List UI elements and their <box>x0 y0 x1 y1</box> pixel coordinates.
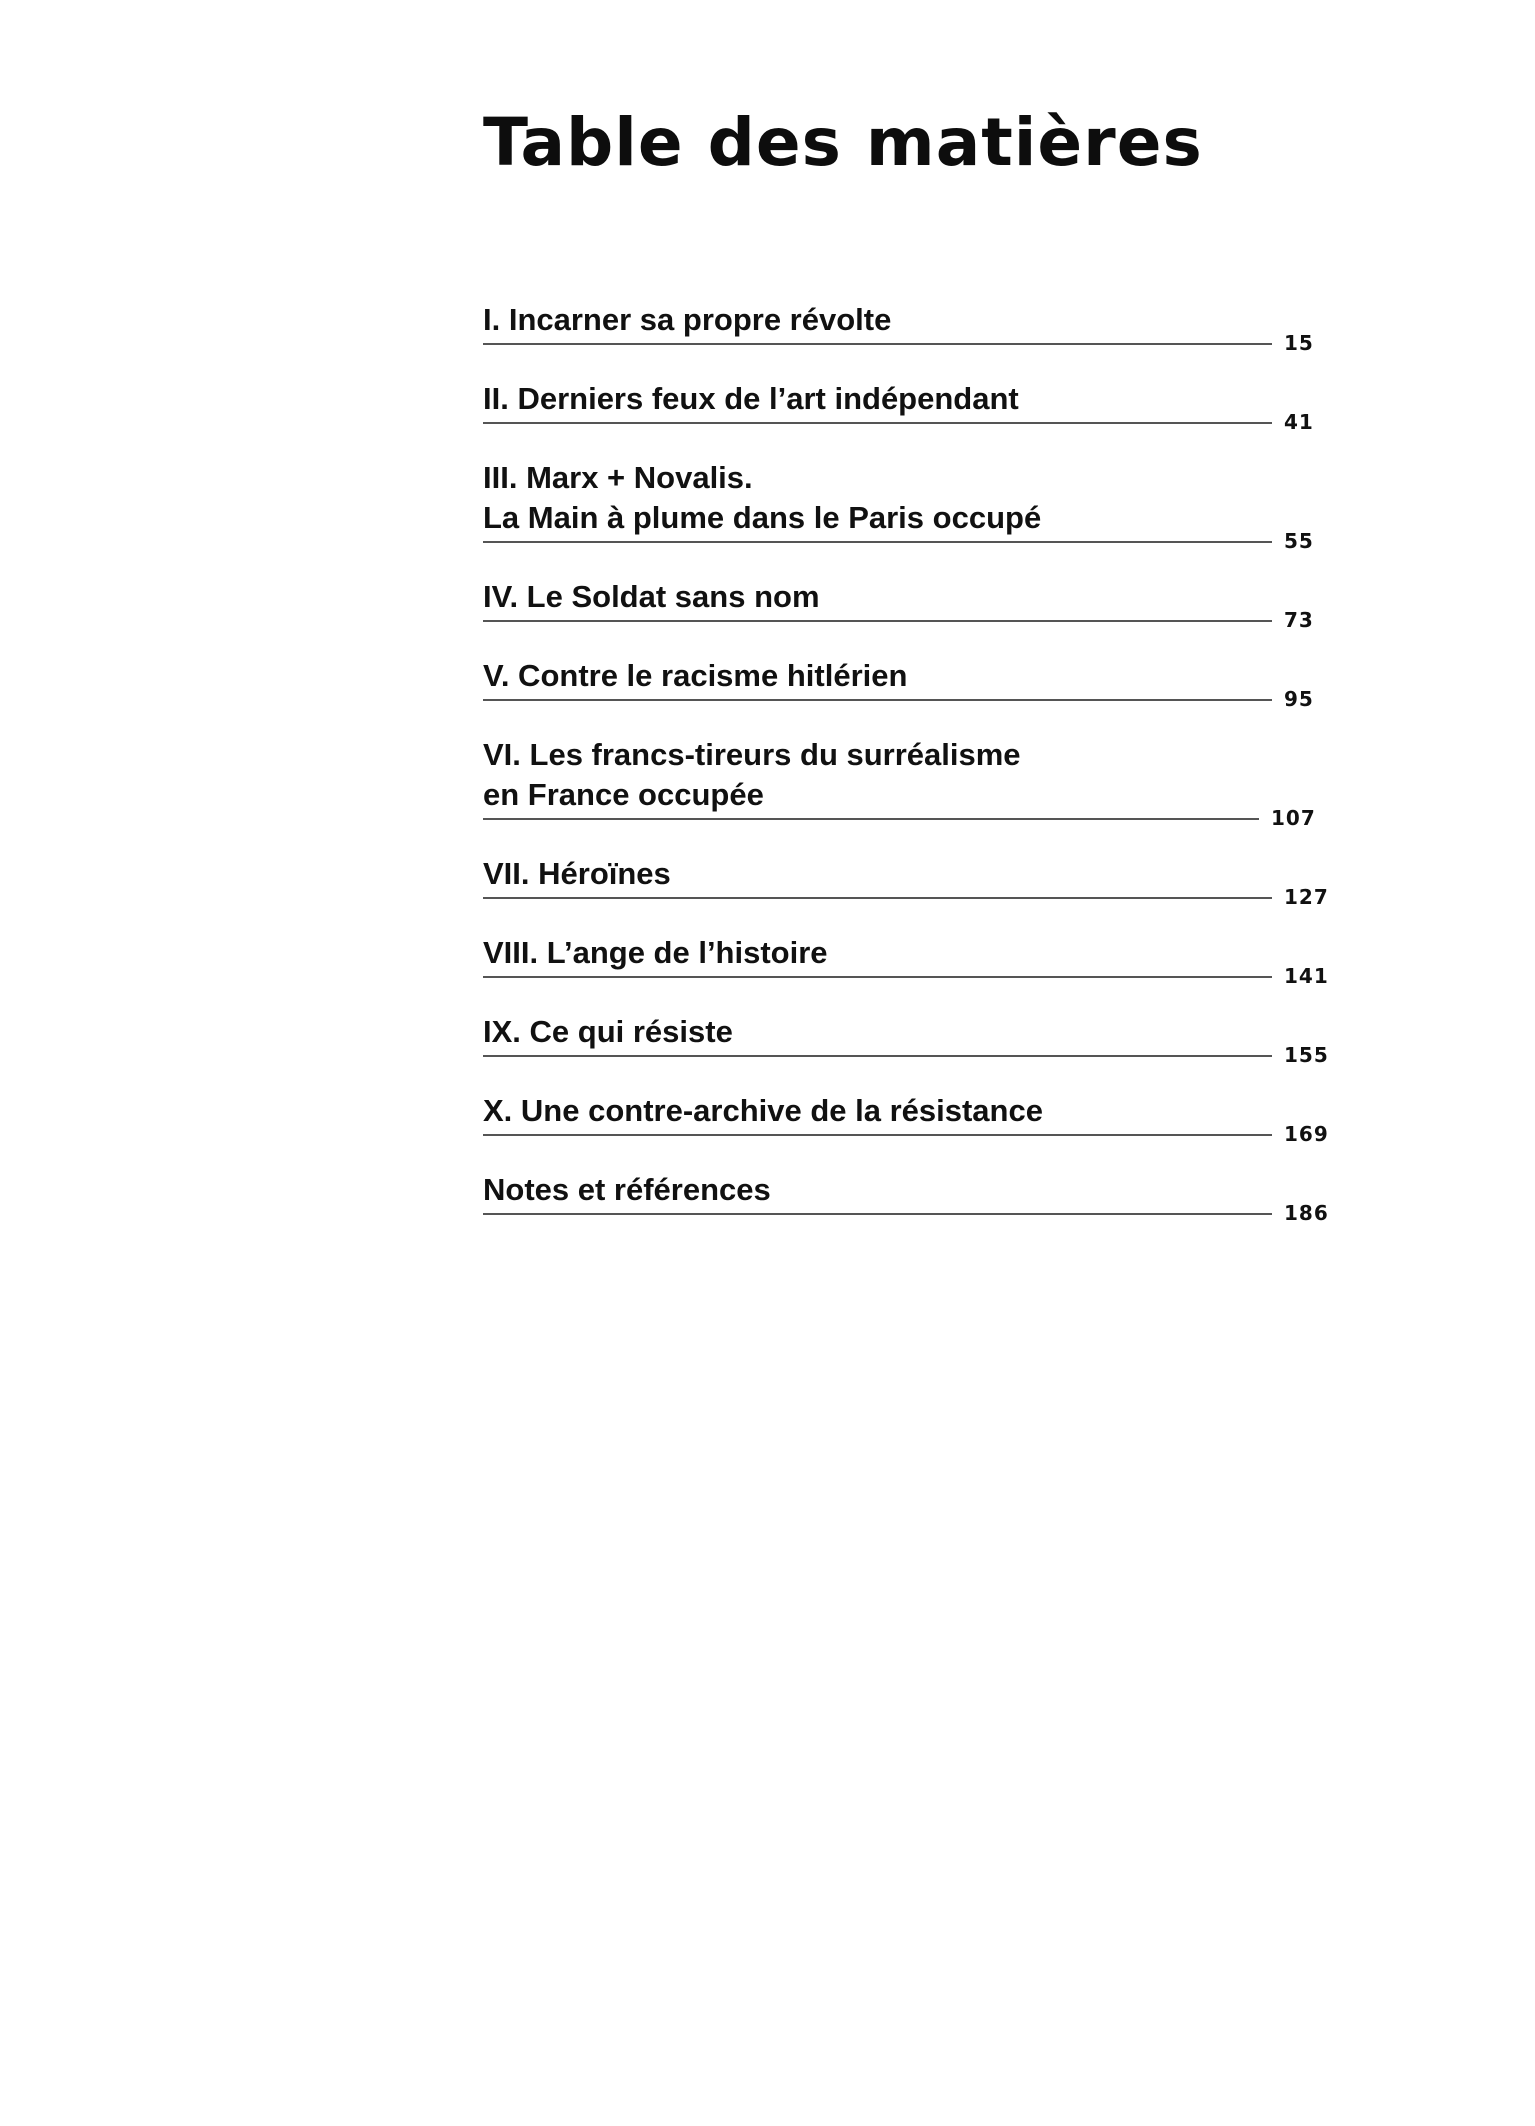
toc-entry-8[interactable] <box>483 933 1329 988</box>
toc-entry-title: V. Contre le racisme hitlérien <box>483 658 908 693</box>
toc-entry-10[interactable] <box>483 1091 1329 1146</box>
toc-entry-title: III. Marx + Novalis. <box>483 460 753 495</box>
toc-page-number: 186 <box>1284 1201 1329 1225</box>
toc-page-number: 15 <box>1284 331 1314 355</box>
toc-entry-label <box>483 458 1272 543</box>
toc-entry-11[interactable] <box>483 1170 1329 1225</box>
toc-entry-2[interactable] <box>483 379 1328 434</box>
toc-entry-title: VIII. L’ange de l’histoire <box>483 935 828 970</box>
toc-page-number: 141 <box>1284 964 1329 988</box>
toc-page-number: 95 <box>1284 687 1314 711</box>
table-of-contents <box>483 300 1328 1249</box>
toc-entry-1[interactable] <box>483 300 1328 355</box>
page-title: Table des matières <box>483 104 1203 181</box>
toc-page-number: 41 <box>1284 410 1314 434</box>
toc-entry-label <box>483 735 1259 820</box>
toc-entry-9[interactable] <box>483 1012 1329 1067</box>
toc-entry-title: II. Derniers feux de l’art indépendant <box>483 381 1019 416</box>
toc-entry-label <box>483 577 1272 622</box>
toc-entry-subtitle: La Main à plume dans le Paris occupé <box>483 500 1042 535</box>
toc-entry-5[interactable] <box>483 656 1328 711</box>
toc-entry-label <box>483 1170 1272 1215</box>
toc-entry-subtitle: en France occupée <box>483 777 764 812</box>
toc-page-number: 107 <box>1271 806 1316 830</box>
toc-entry-title: VI. Les francs-tireurs du surréalisme <box>483 737 1021 772</box>
toc-entry-label <box>483 933 1272 978</box>
toc-page-number: 73 <box>1284 608 1314 632</box>
toc-entry-title: X. Une contre-archive de la résistance <box>483 1093 1043 1128</box>
toc-page-number: 127 <box>1284 885 1329 909</box>
toc-entry-title: Notes et références <box>483 1172 771 1207</box>
toc-entry-label <box>483 656 1272 701</box>
toc-entry-title: IV. Le Soldat sans nom <box>483 579 820 614</box>
toc-entry-label <box>483 1012 1272 1057</box>
toc-entry-label <box>483 300 1272 345</box>
toc-page-number: 155 <box>1284 1043 1329 1067</box>
toc-entry-3[interactable] <box>483 458 1328 553</box>
toc-entry-title: IX. Ce qui résiste <box>483 1014 733 1049</box>
toc-page-number: 55 <box>1284 529 1314 553</box>
toc-entry-7[interactable] <box>483 854 1329 909</box>
toc-entry-label <box>483 854 1272 899</box>
toc-entry-label <box>483 379 1272 424</box>
toc-entry-title: I. Incarner sa propre révolte <box>483 302 892 337</box>
toc-entry-title: VII. Héroïnes <box>483 856 671 891</box>
toc-entry-label <box>483 1091 1272 1136</box>
toc-entry-6[interactable] <box>483 735 1328 830</box>
toc-page-number: 169 <box>1284 1122 1329 1146</box>
toc-entry-4[interactable] <box>483 577 1328 632</box>
